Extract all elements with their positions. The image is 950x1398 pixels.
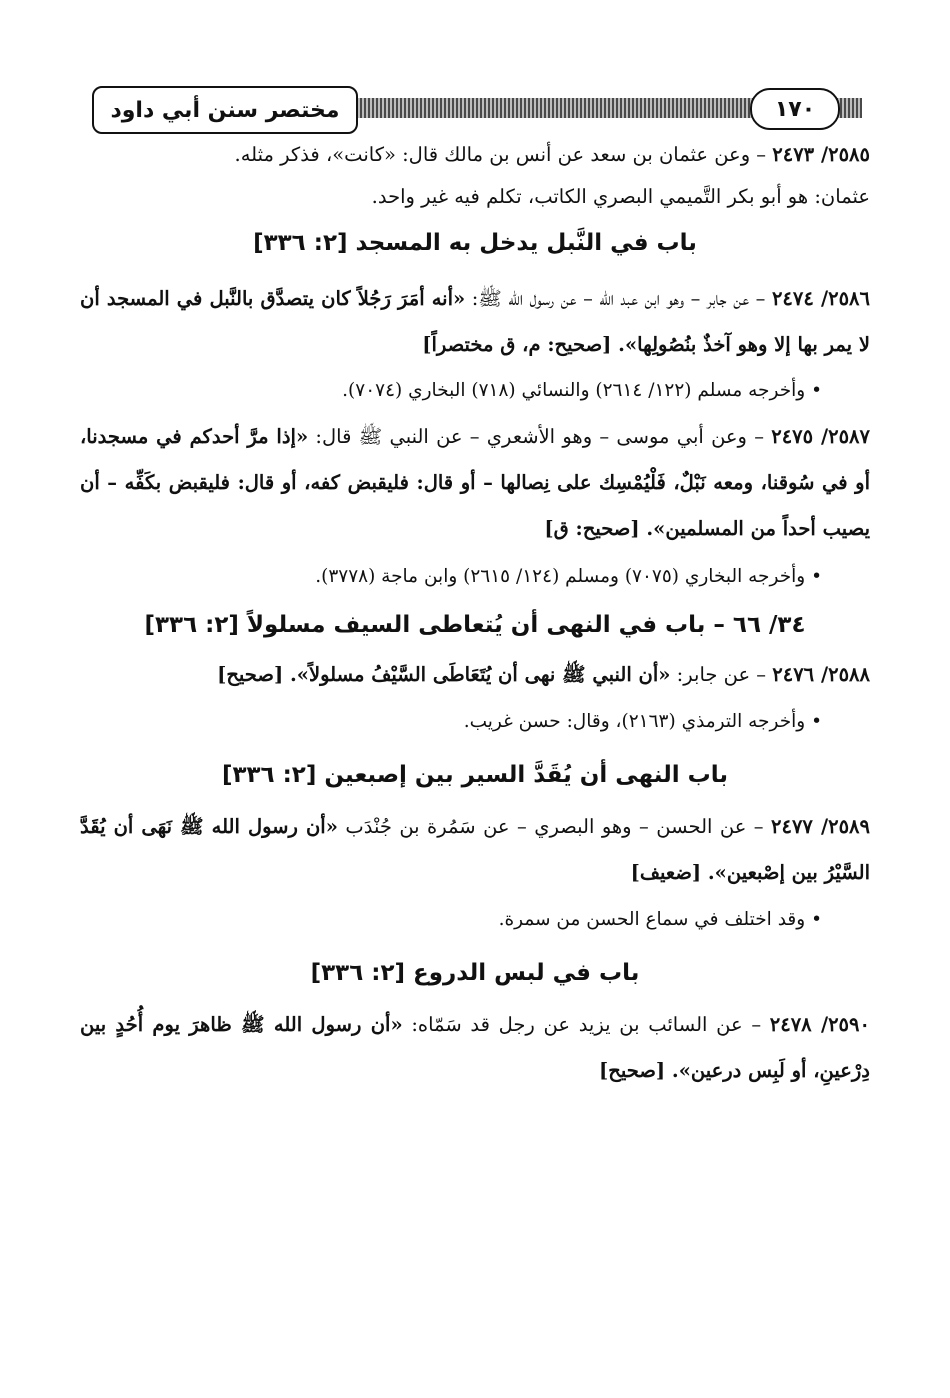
hadith-number: ٢٥٨٨/ ٢٤٧٦ bbox=[772, 663, 870, 686]
takhrij-2589: • وقد اختلف في سماع الحسن من سمرة. bbox=[498, 909, 822, 930]
hadith-matn: «أن رسول الله ﷺ نَهَى أن يُقَدَّ السَّيْرُ بين إصْبعين». [ضعيف] bbox=[80, 815, 870, 884]
hadith-isnad: – عن السائب بن يزيد عن رجل قد سَمّاه: bbox=[402, 1013, 770, 1036]
header-band bbox=[352, 98, 802, 118]
hadith-matn: «إذا مرَّ أحدكم في مسجدنا، أو في سُوقنا، ومعه نَبْلٌ، فَلْيُمْسِك على نِصالها – أو قال: فليقبض كفه، أو قال: فليقبض بكَفِّه – أن يصيب أحداً من المسلمين». [صحيح: ق] bbox=[80, 425, 870, 540]
chapter-heading-sayr: باب النهى أن يُقَدَّ السير بين إصبعين [٢: ٣٣٦] bbox=[221, 762, 729, 788]
hadith-matn: «أنه أمَرَ رَجُلاً كان يتصدَّق بالنَّبل في المسجد أن لا يمر بها إلا وهو آخذٌ بنُصُولِها». [صحيح: م، ق مختصراً] bbox=[80, 287, 870, 356]
running-header bbox=[92, 86, 862, 132]
hadith-number: ٢٥٨٩/ ٢٤٧٧ bbox=[771, 815, 870, 838]
page-body bbox=[80, 140, 870, 1094]
chapter-heading-duru: باب في لبس الدروع [٢: ٣٣٦] bbox=[310, 960, 640, 986]
hadith-2588 bbox=[80, 652, 870, 698]
hadith-isnad: – عن الحسن – وهو البصري – عن سَمُرة بن جُنْدَب bbox=[337, 815, 772, 838]
hadith-number: ٢٥٨٦/ ٢٤٧٤ bbox=[771, 287, 870, 310]
hadith-number: ٢٥٨٥/ ٢٤٧٣ bbox=[772, 143, 870, 166]
narrator-note: عثمان: هو أبو بكر التَّميمي البصري الكاتب، تكلم فيه غير واحد. bbox=[371, 185, 870, 208]
hadith-matn: «أن رسول الله ﷺ ظاهرَ يوم أُحُدٍ بين دِرْعينِ، أو لَبِس درعين». [صحيح] bbox=[80, 1013, 870, 1082]
takhrij-2588: • وأخرجه الترمذي (٢١٦٣)، وقال: حسن غريب. bbox=[463, 711, 822, 732]
page-number: ١٧٠ bbox=[750, 88, 840, 130]
hadith-2590 bbox=[80, 1002, 870, 1094]
hadith-text: – وعن عثمان بن سعد عن أنس بن مالك قال: «كانت»، فذكر مثله. bbox=[234, 143, 773, 166]
hadith-isnad: – وعن أبي موسى – وهو الأشعري – عن النبي ﷺ قال: bbox=[308, 425, 772, 448]
hadith-matn: «أن النبي ﷺ نهى أن يُتَعَاطَى السَّيْفُ مسلولاً». [صحيح] bbox=[217, 663, 671, 686]
book-title: مختصر سنن أبي داود bbox=[92, 86, 358, 134]
takhrij-2586: • وأخرجه مسلم (١٢٢/ ٢٦١٤) والنسائي (٧١٨) البخاري (٧٠٧٤). bbox=[342, 380, 822, 401]
hadith-2585 bbox=[80, 140, 870, 170]
hadith-isnad: – عن جابر: bbox=[670, 663, 773, 686]
hadith-2589 bbox=[80, 804, 870, 896]
hadith-2587 bbox=[80, 414, 870, 552]
takhrij-2587: • وأخرجه البخاري (٧٠٧٥) ومسلم (١٢٤/ ٢٦١٥) وابن ماجة (٣٧٧٨). bbox=[315, 566, 822, 587]
hadith-number: ٢٥٩٠/ ٢٤٧٨ bbox=[769, 1013, 870, 1036]
hadith-2586 bbox=[80, 276, 870, 368]
hadith-number: ٢٥٨٧/ ٢٤٧٥ bbox=[771, 425, 870, 448]
chapter-heading-sword: ٣٤/ ٦٦ – باب في النهى أن يُتعاطى السيف مسلولاً [٢: ٣٣٦] bbox=[144, 612, 806, 638]
hadith-isnad: – عن جابر – وهو ابن عبد الله – عن رسول الله ﷺ: bbox=[465, 287, 772, 310]
chapter-heading-nabl: باب في النَّبل يدخل به المسجد [٢: ٣٣٦] bbox=[253, 230, 697, 256]
